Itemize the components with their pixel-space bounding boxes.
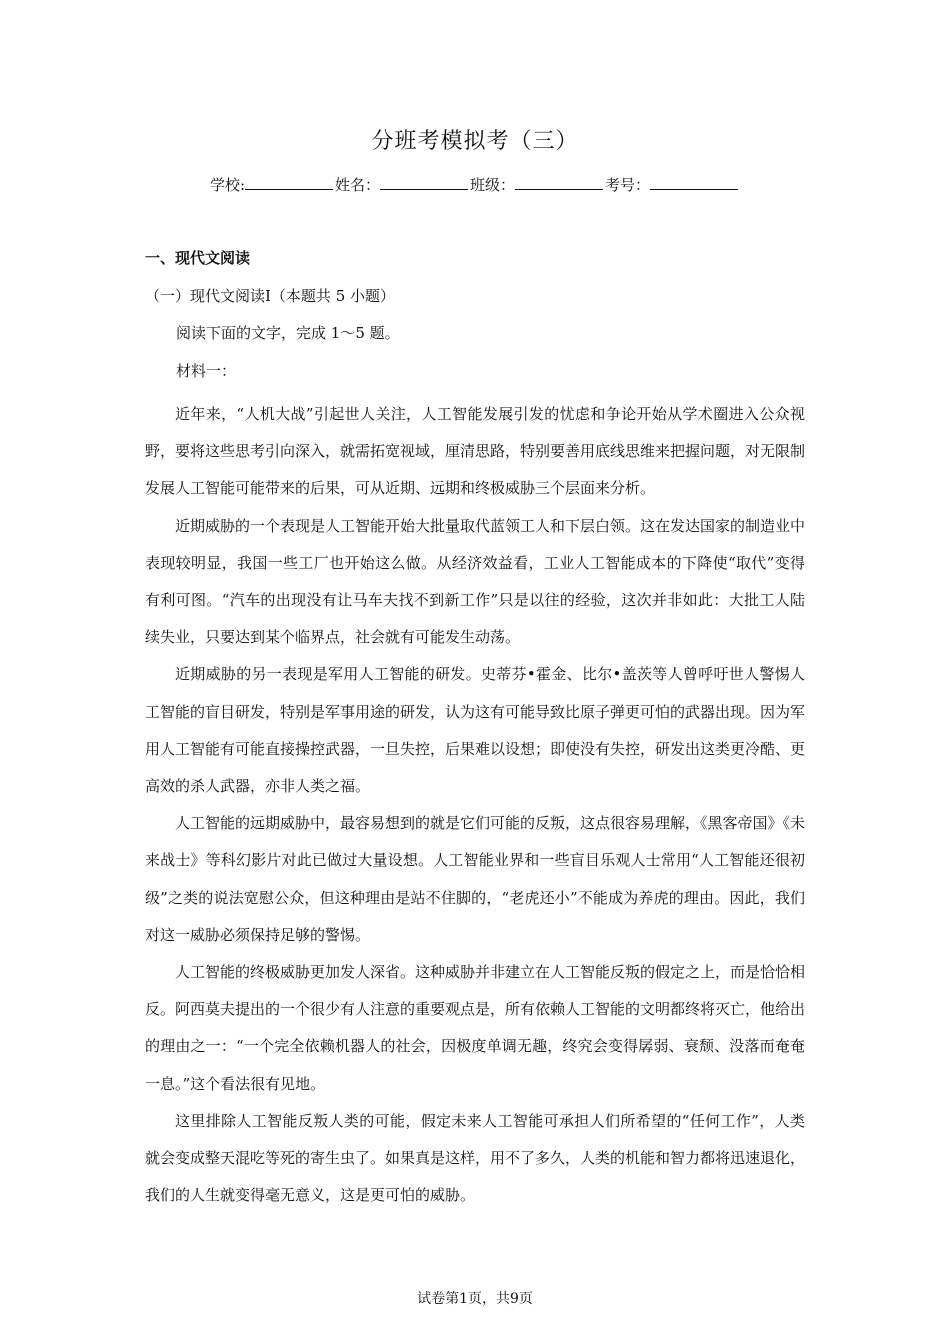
class-label: 班级： — [470, 176, 516, 194]
reading-passage — [145, 396, 805, 1214]
student-info-line — [0, 174, 950, 195]
number-blank[interactable] — [650, 175, 738, 190]
paragraph: 人工智能的远期威胁中，最容易想到的就是它们可能的反叛，这点很容易理解，《黑客帝国》《未来战士》等科幻影片对此已做过大量设想。人工智能业界和一些盲目乐观人士常用“人工智能还很初级”之类的说法宽慰公众，但这种理由是站不住脚的，“老虎还小”不能成为养虎的理由。因此，我们对这一威胁必须保持足够的警惕。 — [145, 814, 806, 944]
name-blank[interactable] — [380, 175, 468, 190]
paragraph: 近期威胁的一个表现是人工智能开始大批量取代蓝领工人和下层白领。这在发达国家的制造业中表现较明显，我国一些工厂也开始这么做。从经济效益看，工业人工智能成本的下降使“取代”变得有利可图。“汽车的出现没有让马车夫找不到新工作”只是以往的经验，这次并非如此：大批工人陆续失业，只要达到某个临界点，社会就有可能发生动荡。 — [145, 516, 806, 647]
reading-instruction: 阅读下面的文字，完成 1～5 题。 — [176, 324, 400, 342]
number-label: 考号： — [605, 176, 651, 194]
school-blank[interactable] — [245, 175, 333, 190]
paragraph: 这里排除人工智能反叛人类的可能，假定未来人工智能可承担人们所希望的“任何工作”，人类就会变成整天混吃等死的寄生虫了。如果真是这样，用不了多久，人类的机能和智力都将迅速退化，我们的人生就变得毫无意义，这是更可怕的威胁。 — [145, 1111, 806, 1205]
paragraph: 近年来，“人机大战”引起世人关注，人工智能发展引发的忧虑和争论开始从学术圈进入公众视野，要将这些思考引向深入，就需拓宽视域，厘清思路，特别要善用底线思维来把握问题，对无限制发展人工智能可能带来的后果，可从近期、远期和终极威胁三个层面来分析。 — [145, 405, 806, 498]
paragraph: 人工智能的终极威胁更加发人深省。这种威胁并非建立在人工智能反叛的假定之上，而是恰恰相反。阿西莫夫提出的一个很少有人注意的重要观点是，所有依赖人工智能的文明都终将灭亡，他给出的理由之一：“一个完全依赖机器人的社会，因极度单调无趣，终究会变得孱弱、衰颓、没落而奄奄一息。”这个看法很有见地。 — [145, 963, 806, 1093]
material-label: 材料一： — [176, 362, 237, 380]
page-title: 分班考模拟考（三） — [371, 129, 579, 154]
paragraph: 近期威胁的另一表现是军用人工智能的研发。史蒂芬•霍金、比尔•盖茨等人曾呼吁世人警惕人工智能的盲目研发，特别是军事用途的研发，认为这有可能导致比原子弹更可怕的武器出现。因为军用人工智能有可能直接操控武器，一旦失控，后果难以设想；即使没有失控，研发出这类更冷酷、更高效的杀人武器，亦非人类之福。 — [145, 665, 806, 796]
section-subtitle: （一）现代文阅读Ⅰ（本题共 5 小题） — [145, 287, 396, 305]
name-label: 姓名： — [335, 176, 381, 194]
section-title: 一、现代文阅读 — [145, 249, 251, 267]
page-footer: 试卷第1页，共9页 — [417, 1291, 533, 1307]
class-blank[interactable] — [515, 175, 603, 190]
school-label: 学校: — [209, 176, 245, 194]
